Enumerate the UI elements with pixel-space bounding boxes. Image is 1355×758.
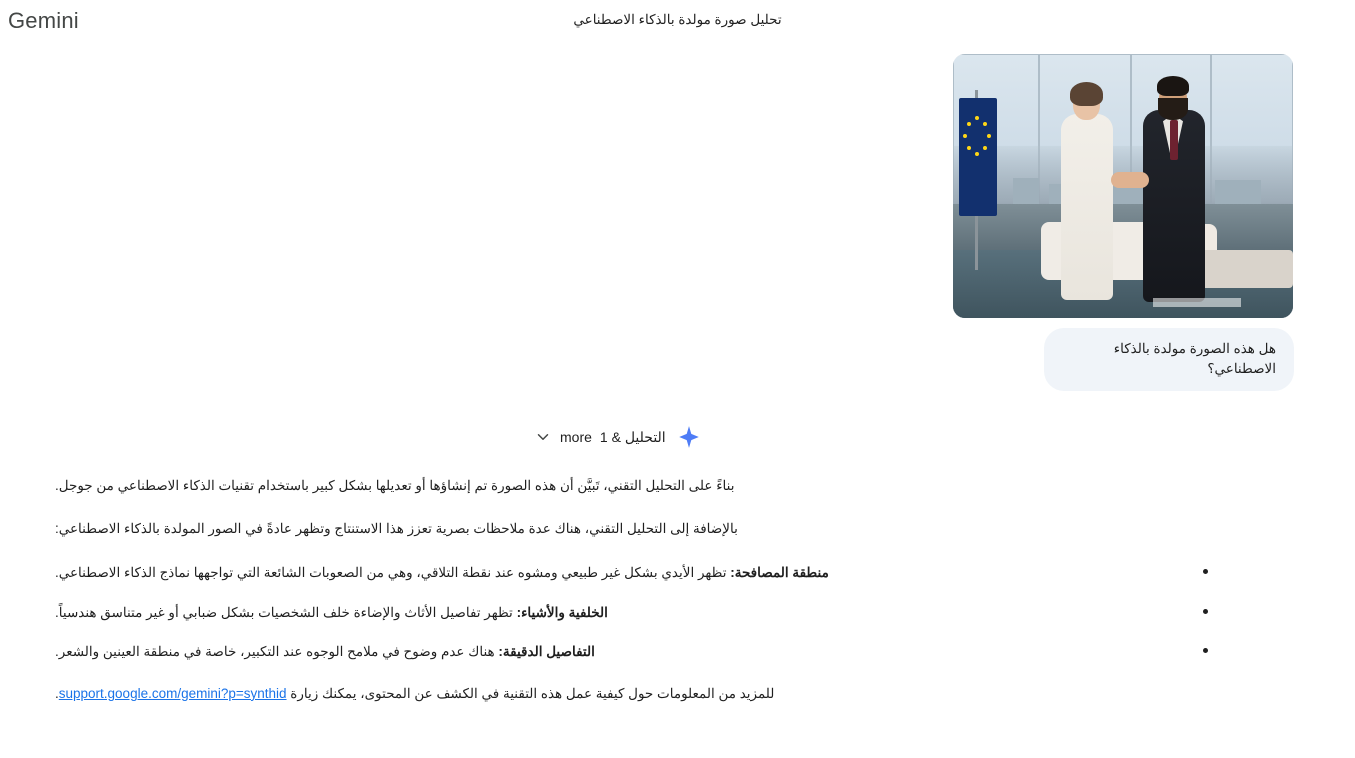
building	[1013, 178, 1039, 204]
observation-list	[0, 560, 1300, 665]
floor-highlight	[1153, 298, 1241, 307]
user-message-bubble: هل هذه الصورة مولدة بالذكاء الاصطناعي؟	[1044, 328, 1294, 391]
side-table	[1201, 250, 1293, 288]
support-link[interactable]: support.google.com/gemini?p=synthid	[58, 685, 287, 701]
gemini-logo-text: Gemini	[8, 8, 79, 33]
man-beard	[1158, 98, 1188, 120]
analysis-more-label: more	[560, 429, 592, 445]
handshake-hands	[1111, 172, 1149, 188]
bullet-title: الخلفية والأشياء:	[516, 604, 608, 620]
analysis-toggle-row[interactable]	[534, 424, 702, 450]
woman-hair	[1070, 82, 1103, 106]
support-note	[0, 681, 1300, 707]
sparkle-icon	[676, 424, 702, 450]
chevron-down-icon[interactable]	[534, 428, 552, 446]
bullet-text: هناك عدم وضوح في ملامح الوجوه عند التكبير، خاصة في منطقة العينين والشعر.	[55, 644, 499, 660]
conversation-area	[0, 46, 1355, 758]
uploaded-image-card[interactable]	[953, 54, 1293, 318]
eu-flag	[959, 98, 997, 216]
support-note-text: للمزيد من المعلومات حول كيفية عمل هذه التقنية في الكشف عن المحتوى، يمكنك زيارة	[286, 685, 775, 701]
response-paragraph-1: بناءً على التحليل التقني، تَبيَّن أن هذه الصورة تم إنشاؤها أو تعديلها بشكل كبير باستخدام تقنيات الذكاء الاصطناعي من جوجل.	[55, 478, 735, 493]
list-item	[55, 560, 1208, 586]
list-item	[55, 600, 1208, 626]
man-tie	[1170, 120, 1178, 160]
handshake-photo	[953, 54, 1293, 318]
man-hair	[1157, 76, 1189, 96]
bullet-text: تظهر تفاصيل الأثاث والإضاءة خلف الشخصيات بشكل ضبابي أو غير متناسق هندسياً.	[55, 604, 517, 620]
person-woman	[1061, 114, 1113, 300]
bullet-text: تظهر الأيدي بشكل غير طبيعي ومشوه عند نقطة التلاقي، وهي من الصعوبات الشائعة التي تواجهها نماذج الذكاء الاصطناعي.	[55, 564, 731, 580]
bullet-title: التفاصيل الدقيقة:	[498, 644, 595, 660]
bullet-title: منطقة المصافحة:	[730, 564, 829, 580]
analysis-expand-button[interactable]	[534, 428, 666, 446]
analysis-label: التحليل & 1	[599, 428, 666, 445]
app-header	[0, 0, 1355, 44]
list-item	[55, 639, 1208, 665]
response-paragraph-2: بالإضافة إلى التحليل التقني، هناك عدة ملاحظات بصرية تعزز هذا الاستنتاج وتظهر عادةً في الصور المولدة بالذكاء الاصطناعي:	[55, 520, 738, 536]
building	[1215, 180, 1261, 204]
assistant-response	[0, 474, 1300, 725]
support-note-suffix: .	[55, 685, 59, 701]
page-title: تحليل صورة مولدة بالذكاء الاصطناعي	[573, 12, 782, 27]
